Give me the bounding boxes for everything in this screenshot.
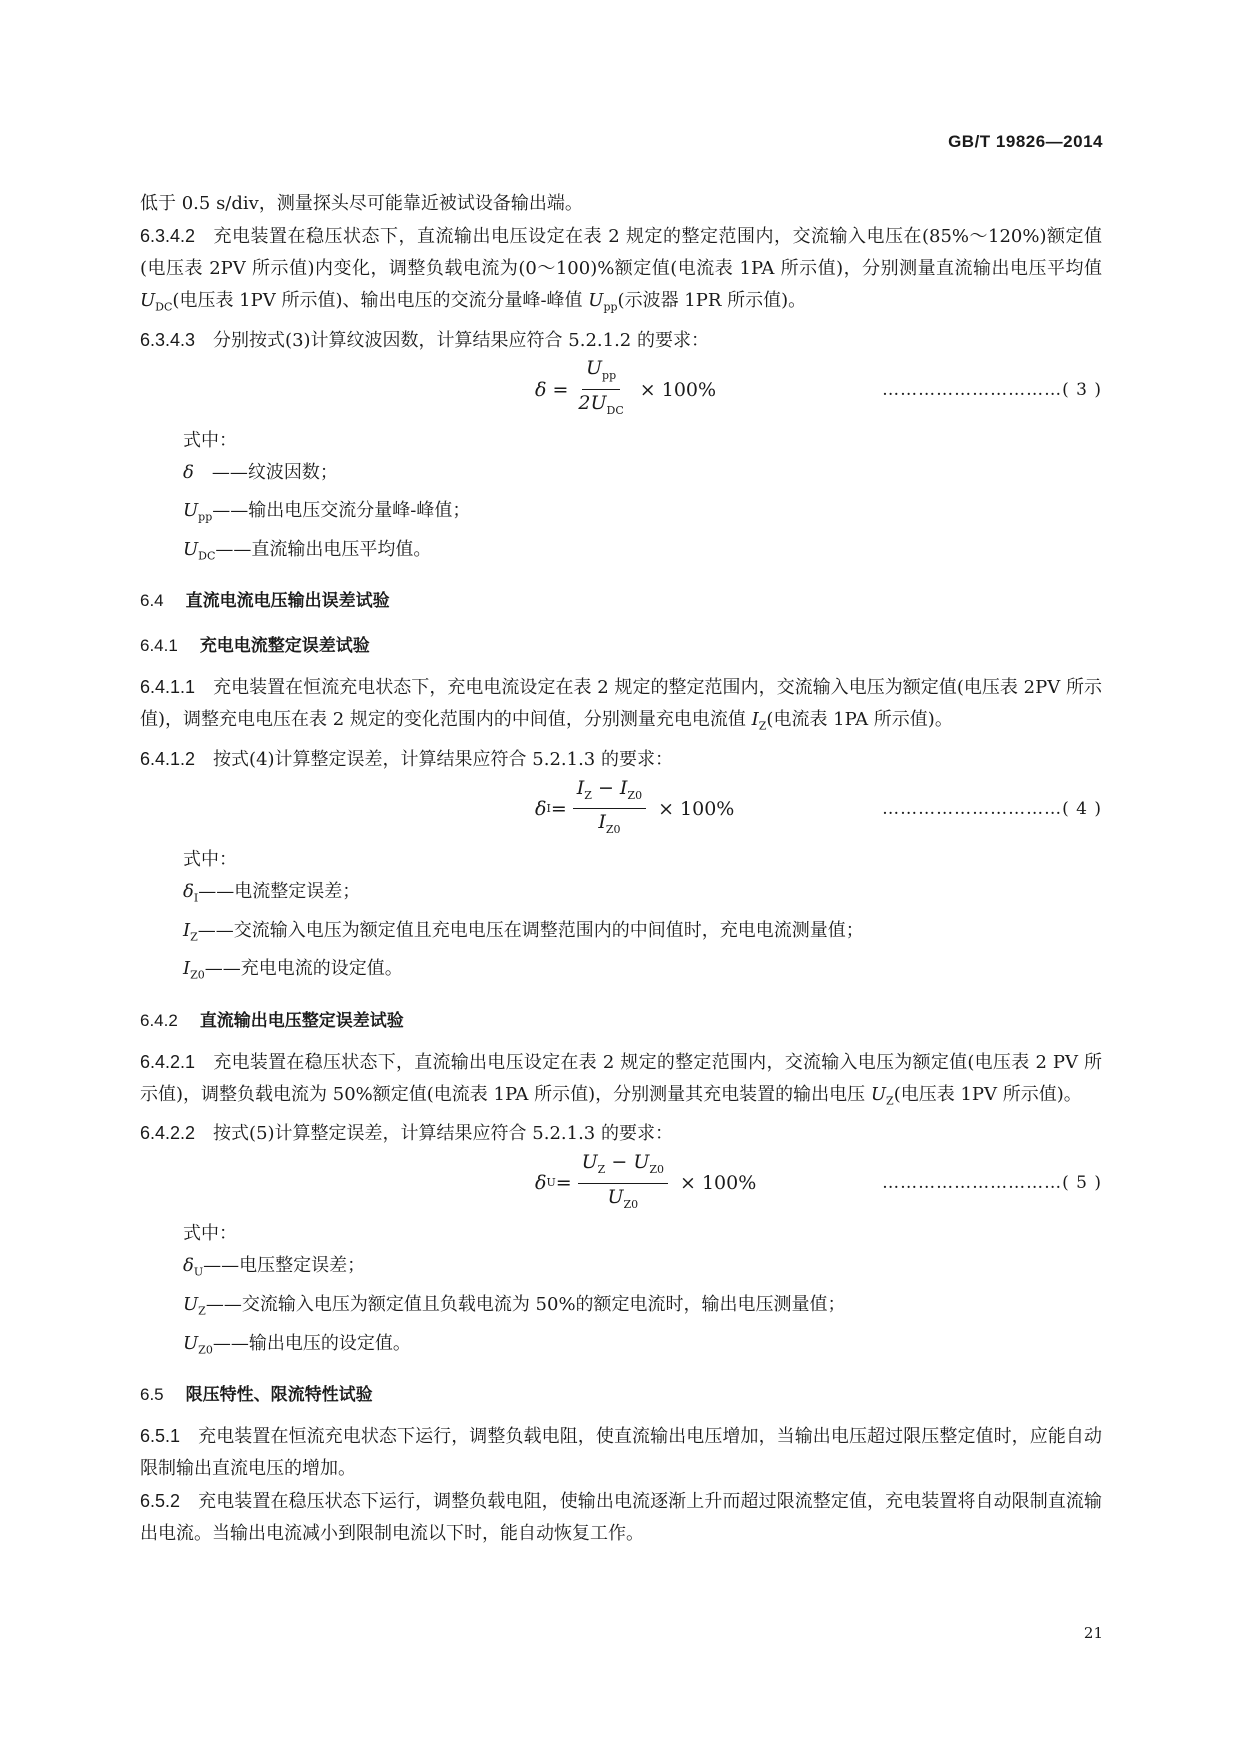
clause-6-4-1-1: 6.4.1.1 充电装置在恒流充电状态下，充电电流设定在表 2 规定的整定范围内，交流输入电压为额定值(电压表 2PV 所示值)，调整充电电压在表 2 规定的变化范围内的中间值，分别测量充电电流值 $I_Z$(电流表 1PA 所示值)。 [140, 677, 1102, 733]
clause-6-5-2: 6.5.2 充电装置在稳压状态下运行，调整负载电阻，使输出电流逐渐上升而超过限流整定值，充电装置将自动限制直流输出电流。当输出电流减小到限制电流以下时，能自动恢复工作。 [140, 1491, 1102, 1545]
clause-number: 6.3.4.2 [140, 226, 196, 246]
formula-3 [140, 359, 1102, 421]
where-label: 式中： [183, 429, 237, 451]
clause-6-3-4-3: 6.3.4.3 分别按式(3)计算纹波因数，计算结果应符合 5.2.1.2 的要求： [140, 329, 709, 351]
where-label: 式中： [183, 848, 237, 870]
standard-code: GB/T 19826—2014 [948, 132, 1103, 151]
clause-6-4-2-2: 6.4.2.2 按式(5)计算整定误差，计算结果应符合 5.2.1.3 的要求： [140, 1123, 673, 1145]
clause-number: 6.4.1.1 [140, 677, 196, 698]
clause-number: 6.3.4.3 [140, 329, 196, 350]
symbol-definition: $\delta_U——$电压整定误差； [183, 1255, 366, 1279]
equation-number: …………………………( 3 ) [882, 379, 1102, 400]
section-title-6-4: 6.4 直流电流电压输出误差试验 [140, 591, 390, 611]
continued-paragraph: 低于 0.5 s/div，测量探头尽可能靠近被试设备输出端。 [140, 193, 583, 214]
page-number: 21 [1083, 1624, 1103, 1642]
section-title-6-5: 6.5 限压特性、限流特性试验 [140, 1385, 373, 1405]
symbol-definitions-5 [140, 1250, 1102, 1366]
symbol-definition: $I_{Z0}——$充电电流的设定值。 [183, 958, 403, 982]
clause-number: 6.5.2 [140, 1491, 181, 1512]
formula-5 [140, 1152, 1102, 1214]
clause-6-4-2-1: 6.4.2.1 充电装置在稳压状态下，直流输出电压设定在表 2 规定的整定范围内，交流输入电压为额定值(电压表 2 PV 所示值)，调整负载电流为 50%额定值(电流表 1PA 所示值)，分别测量其充电装置的输出电压 $U_Z$(电压表 1PV 所示值)。 [140, 1051, 1102, 1108]
equation-number: …………………………( 5 ) [882, 1173, 1102, 1194]
symbol-definition: $U_Z——$交流输入电压为额定值且负载电流为 50%的额定电流时，输出电压测量值； [183, 1293, 846, 1318]
formula-expression: δ I = $\frac{I_Z - I_{Z0}}{I_{Z0}}$ × 100% [535, 778, 734, 840]
symbol-definition: δ ——纹波因数； [183, 461, 338, 483]
clause-number: 6.5.1 [140, 1426, 181, 1447]
section-title-6-4-2: 6.4.2 直流输出电压整定误差试验 [140, 1010, 404, 1030]
symbol-definitions-3 [140, 457, 1102, 573]
clause-number: 6.4.2.1 [140, 1051, 196, 1072]
fraction: $\frac{U_Z - U_{Z0}}{U_{Z0}}$ [578, 1149, 668, 1218]
clause-6-5-1: 6.5.1 充电装置在恒流充电状态下运行，调整负载电阻，使直流输出电压增加，当输出电压超过限压整定值时，应能自动限制输出直流电压的增加。 [140, 1426, 1102, 1480]
symbol-definition: $U_{pp}——$输出电压交流分量峰-峰值； [183, 500, 471, 524]
symbol-definition: $I_Z——$交流输入电压为额定值且充电电压在调整范围内的中间值时，充电电流测量值； [183, 919, 864, 944]
page-content [140, 188, 1102, 1550]
formula-4 [140, 778, 1102, 840]
fraction: $\frac{I_Z - I_{Z0}}{I_{Z0}}$ [573, 775, 646, 844]
equation-number: …………………………( 4 ) [882, 798, 1102, 819]
clause-number: 6.4.2.2 [140, 1123, 196, 1144]
fraction: $\frac{U_{pp}}{2U_{DC}}$ [578, 357, 624, 417]
symbol-definition: $U_{DC}——$直流输出电压平均值。 [183, 538, 432, 563]
section-title-6-4-1: 6.4.1 充电电流整定误差试验 [140, 636, 370, 656]
formula-expression: δ = $\frac{U_{pp}}{2U_{DC}}$ × 100% [535, 359, 716, 421]
clause-6-4-1-2: 6.4.1.2 按式(4)计算整定误差，计算结果应符合 5.2.1.3 的要求： [140, 748, 673, 770]
clause-number: 6.4.1.2 [140, 748, 196, 769]
formula-expression: δ U = $\frac{U_Z - U_{Z0}}{U_{Z0}}$ × 100% [535, 1152, 756, 1214]
where-label: 式中： [183, 1223, 237, 1245]
symbol-definition: $U_{Z0}——$输出电压的设定值。 [183, 1332, 411, 1357]
symbol-definition: $\delta_I——$电流整定误差； [183, 880, 361, 905]
clause-6-3-4-2: 6.3.4.2 充电装置在稳压状态下，直流输出电压设定在表 2 规定的整定范围内，交流输入电压在(85%～120%)额定值(电压表 2PV 所示值)内变化，调整负载电流为(0～100)%额定值(电流表 1PA 所示值)，分别测量直流输出电压平均值 $U_{DC}$(电压表 1PV 所示值)、输出电压的交流分量峰-峰值 $U_{pp}$(示波器 1PR 所示值)。 [140, 226, 1102, 314]
symbol-definitions-4 [140, 876, 1102, 992]
